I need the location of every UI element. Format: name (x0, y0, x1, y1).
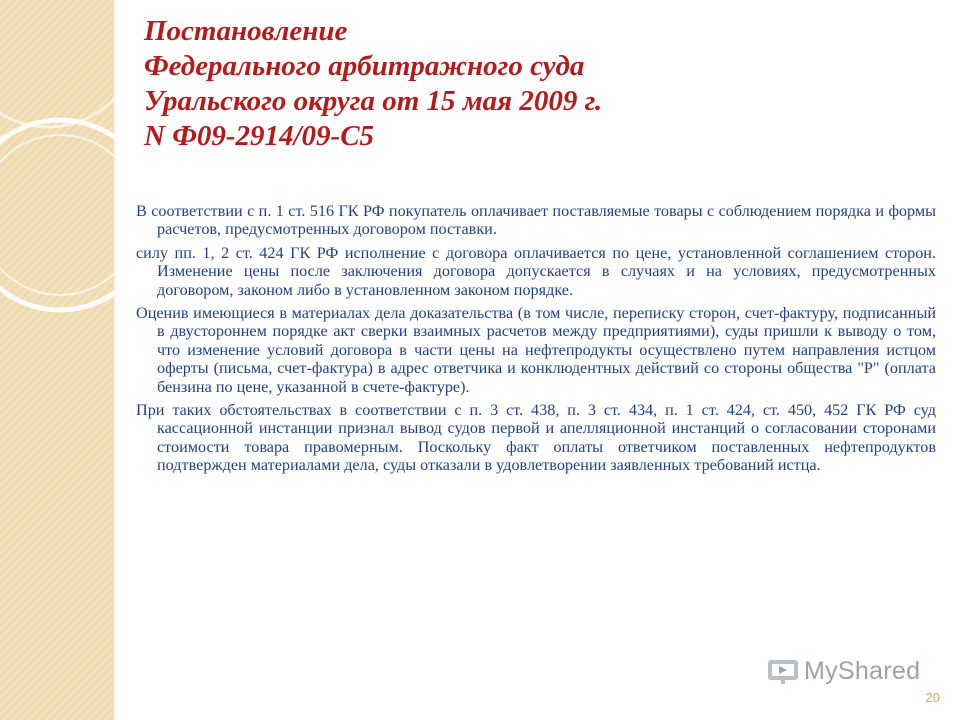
watermark-logo (766, 656, 936, 688)
title-line: N Ф09-2914/09-С5 (144, 120, 375, 152)
slideshow-logo-icon (766, 656, 800, 686)
body-paragraph: При таких обстоятельствах в соответствии с п. 3 ст. 438, п. 3 ст. 434, п. 1 ст. 424, ст. 450, 452 ГК РФ суд кассационной инстанции признал вывод судов первой и апелляционной инстанций о согласовании сторонами стоимости товара правомерным. Поскольку факт оплаты ответчиком поставленных нефтепродуктов подтвержден материалами дела, суды отказали в удовлетворении заявленных требований истца. (136, 401, 936, 475)
slide-title (144, 14, 934, 154)
watermark-text: MyShared (804, 657, 921, 685)
title-line: Федерального арбитражного суда (144, 50, 585, 82)
title-line: Постановление (144, 15, 348, 47)
title-line: Уральского округа от 15 мая 2009 г. (144, 85, 603, 117)
body-paragraph: В соответствии с п. 1 ст. 516 ГК РФ покупатель оплачивает поставляемые товары с соблюдением порядка и формы расчетов, предусмотренных договором поставки. (136, 202, 936, 239)
slide-body (136, 202, 936, 480)
body-paragraph: Оценив имеющиеся в материалах дела доказательства (в том числе, переписку сторон, счет-фактуру, подписанный в двустороннем порядке акт сверки взаимных расчетов между предприятиями), суды пришли к выводу о том, что изменение условий договора в части цены на нефтепродукты осуществлено путем направления истцом оферты (письма, счет-фактура) в адрес ответчика и конклюдентных действий со стороны общества "Р" (оплата бензина по цене, указанной в счете-фактуре). (136, 304, 936, 396)
page-number: 20 (925, 690, 940, 705)
body-paragraph: силу пп. 1, 2 ст. 424 ГК РФ исполнение с договора оплачивается по цене, установленной соглашением сторон. Изменение цены после заключения договора допускается в случаях и на условиях, предусмотренных договором, законом либо в установленном законом порядке. (136, 243, 936, 299)
